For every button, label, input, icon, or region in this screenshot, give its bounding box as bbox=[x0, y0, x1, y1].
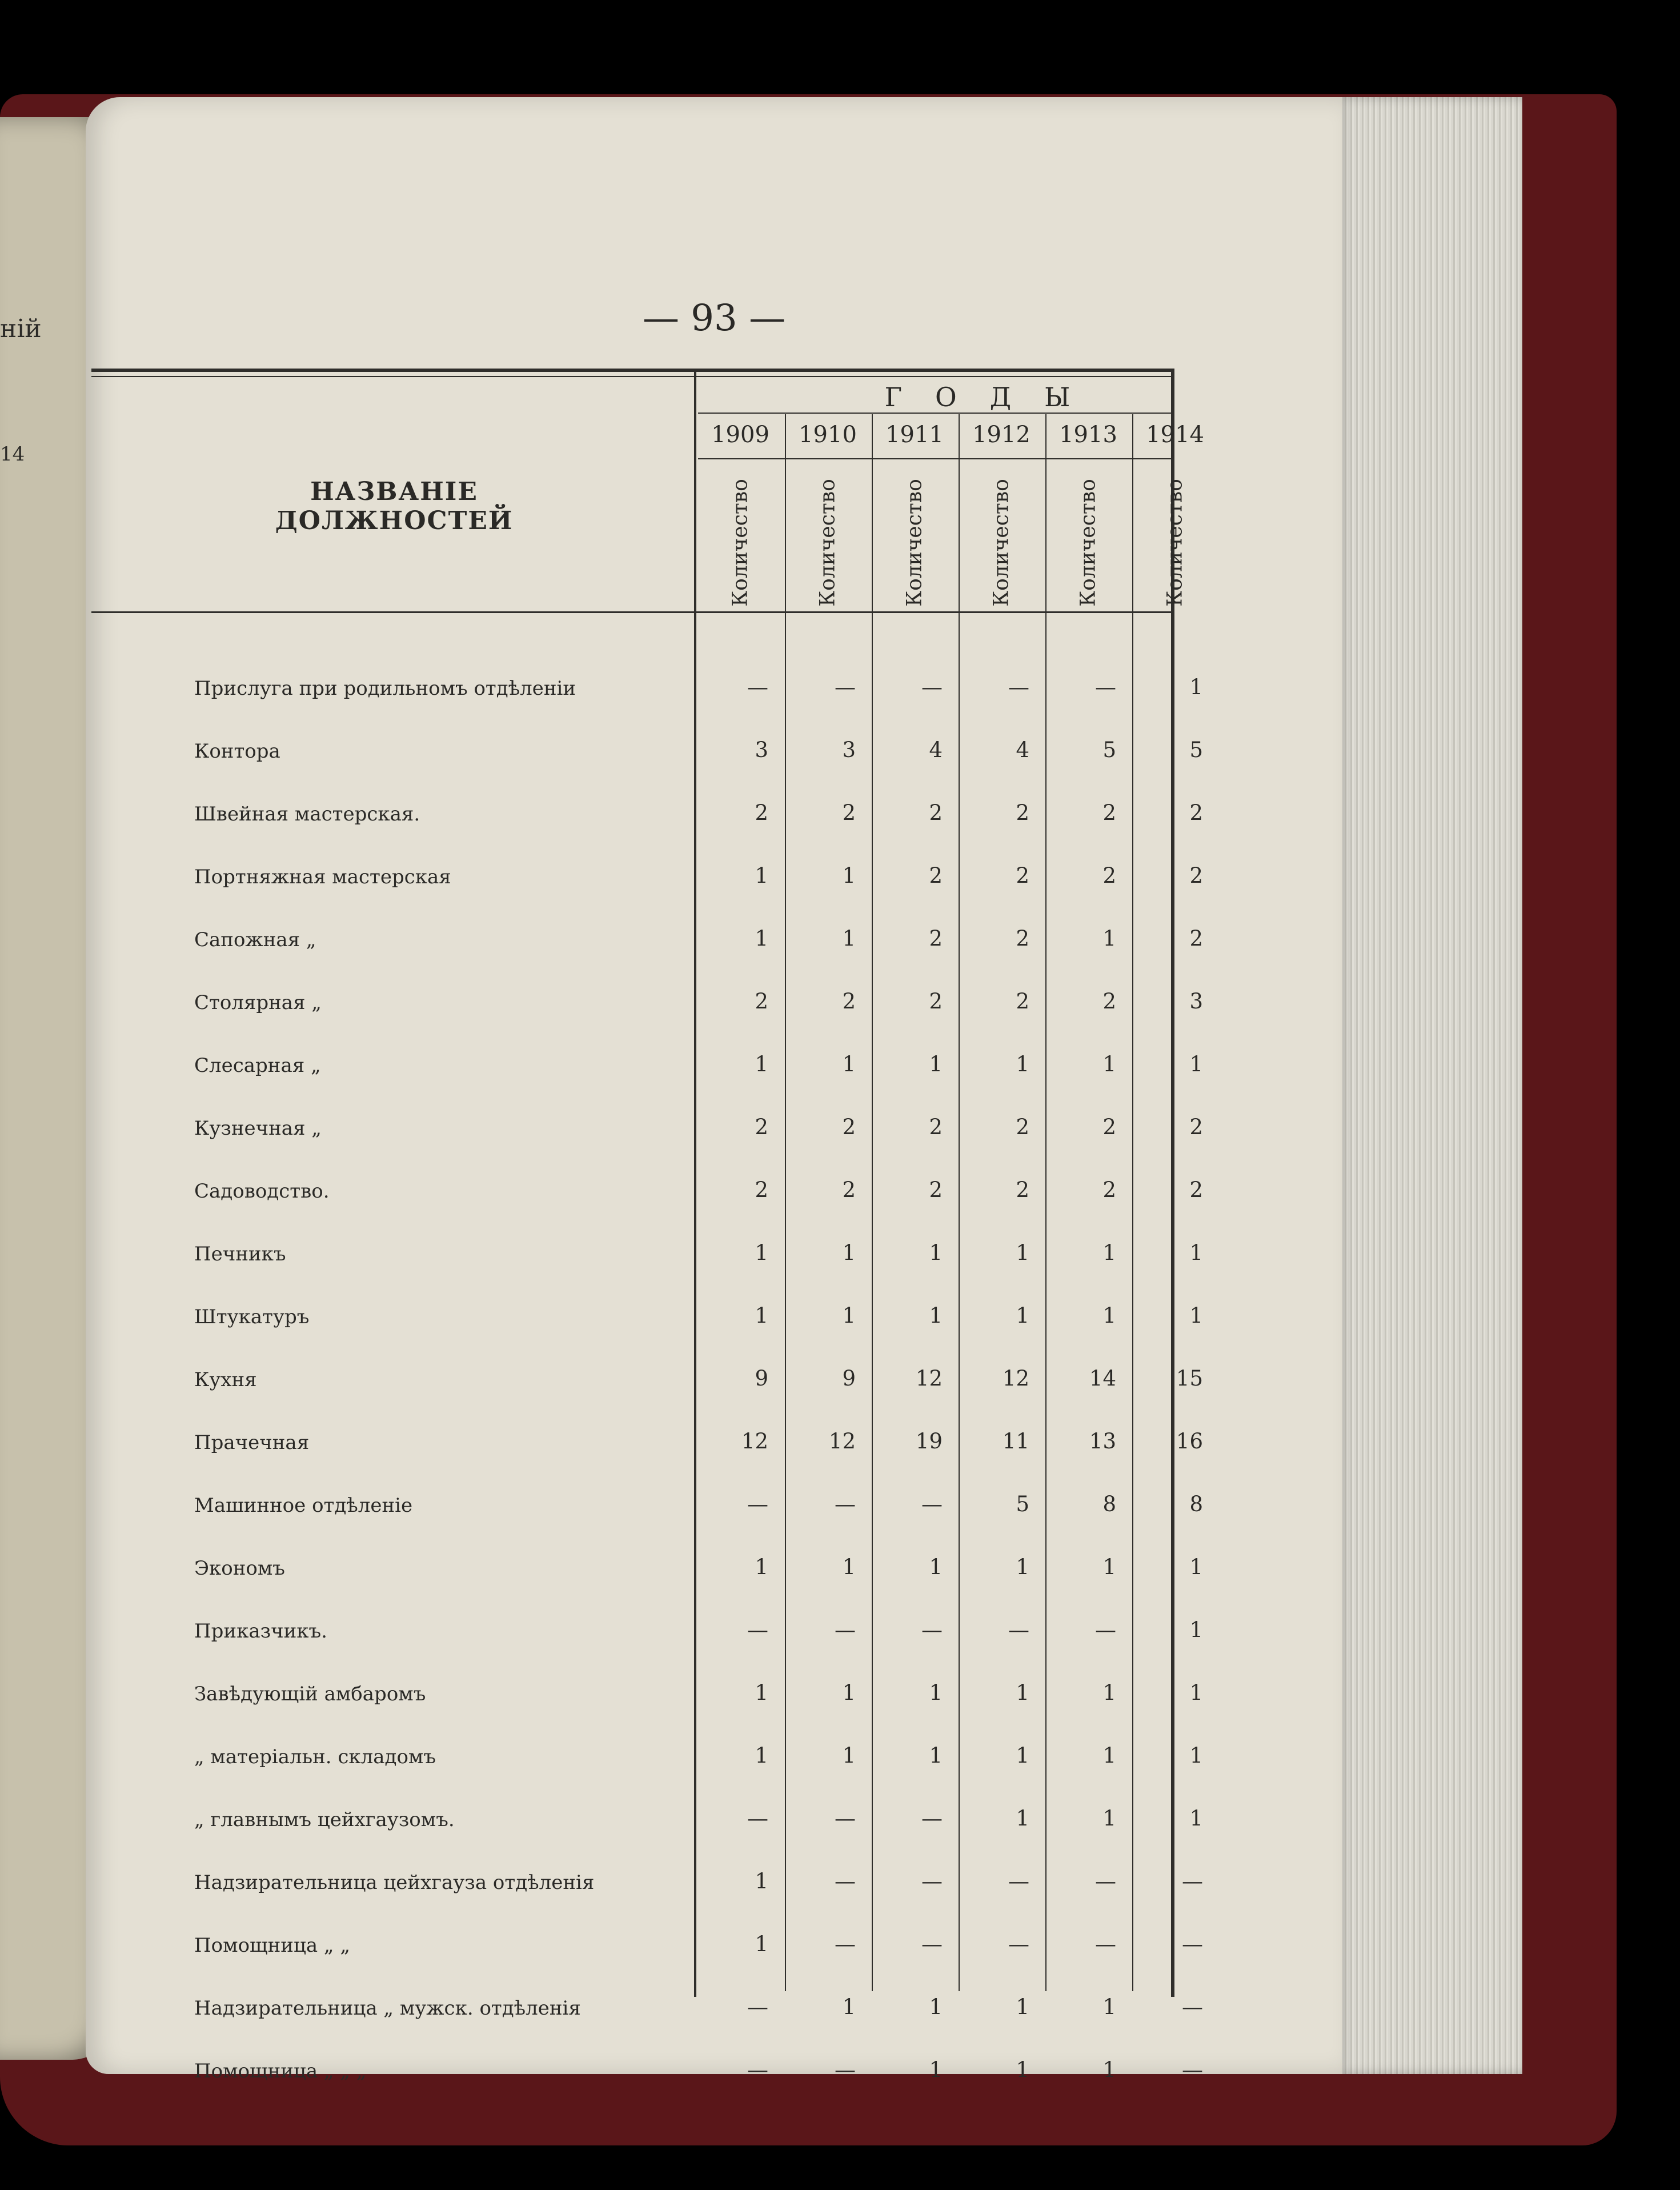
table-cell: 14 bbox=[1089, 1366, 1116, 1391]
table-cell: — bbox=[835, 675, 856, 699]
table-cell: 1 bbox=[1016, 1555, 1029, 1579]
table-cell: 1 bbox=[842, 1743, 856, 1768]
table-cell: 2 bbox=[1016, 800, 1029, 825]
table-cell: 2 bbox=[1102, 1178, 1116, 1202]
table-cell: — bbox=[921, 1806, 943, 1831]
table-row-label: Сапожная „ bbox=[194, 928, 316, 951]
column-divider bbox=[1045, 414, 1047, 1991]
table-cell: 1 bbox=[1189, 675, 1203, 699]
table-row-label: Кузнечная „ bbox=[194, 1117, 322, 1140]
table-cell: 2 bbox=[842, 989, 856, 1014]
table-top-rule bbox=[91, 369, 1174, 372]
table-cell: 1 bbox=[842, 1240, 856, 1265]
table-cell: 2 bbox=[1189, 1115, 1203, 1139]
table-cell: — bbox=[1182, 1995, 1203, 2019]
year-header-1913: 1913 bbox=[1059, 422, 1117, 448]
table-cell: 5 bbox=[1016, 1492, 1029, 1516]
year-header-1909: 1909 bbox=[711, 422, 769, 448]
table-cell: 1 bbox=[755, 1555, 768, 1579]
table-row-label: Прислуга при родильномъ отдѣленіи bbox=[194, 677, 576, 700]
page-stack-edge bbox=[1337, 97, 1522, 2074]
table-cell: 4 bbox=[929, 738, 943, 762]
table-cell: — bbox=[835, 1869, 856, 1893]
column-header-quantity bbox=[1132, 474, 1218, 611]
table-row-label: Садоводство. bbox=[194, 1180, 330, 1203]
table-cell: 1 bbox=[755, 863, 768, 888]
column-header-quantity bbox=[959, 474, 1044, 611]
table-cell: 8 bbox=[1102, 1492, 1116, 1516]
table-cell: 1 bbox=[929, 1680, 943, 1705]
table-cell: — bbox=[1095, 675, 1116, 699]
table-cell: — bbox=[921, 1618, 943, 1642]
table-cell: — bbox=[921, 675, 943, 699]
table-row-label: Машинное отдѣленіе bbox=[194, 1494, 413, 1517]
table-cell: — bbox=[835, 2057, 856, 2082]
table-cell: — bbox=[747, 1492, 768, 1516]
table-cell: 2 bbox=[929, 863, 943, 888]
table-row-label: Кухня bbox=[194, 1368, 257, 1391]
column-header-quantity bbox=[697, 474, 783, 611]
table-cell: 1 bbox=[842, 1680, 856, 1705]
table-cell: 1 bbox=[1102, 1680, 1116, 1705]
table-cell: 2 bbox=[1102, 800, 1116, 825]
table-cell: — bbox=[747, 1806, 768, 1831]
table-row-label: Экономъ bbox=[194, 1557, 285, 1580]
table-cell: 9 bbox=[842, 1366, 856, 1391]
table-cell: — bbox=[1008, 1869, 1029, 1893]
table-cell: 5 bbox=[1102, 738, 1116, 762]
table-cell: 1 bbox=[1102, 1555, 1116, 1579]
table-cell: 2 bbox=[1102, 1115, 1116, 1139]
table-cell: — bbox=[747, 675, 768, 699]
table-cell: 2 bbox=[755, 989, 768, 1014]
table-cell: 2 bbox=[929, 989, 943, 1014]
table-row-label: Помощница „ „ bbox=[194, 1934, 350, 1957]
table-cell: 1 bbox=[755, 1869, 768, 1893]
table-cell: 1 bbox=[755, 1932, 768, 1956]
page-number: — 93 — bbox=[642, 297, 786, 339]
table-cell: 2 bbox=[1189, 800, 1203, 825]
table-row-label: Помощница „ „ „ bbox=[194, 2060, 367, 2083]
table-cell: 1 bbox=[1102, 2057, 1116, 2082]
table-row-label: Завѣдующій амбаромъ bbox=[194, 1683, 426, 1705]
table-cell: — bbox=[835, 1618, 856, 1642]
table-cell: 1 bbox=[1189, 1240, 1203, 1265]
table-cell: 15 bbox=[1176, 1366, 1203, 1391]
table-row-label: Контора bbox=[194, 740, 280, 763]
table-cell: 2 bbox=[842, 1178, 856, 1202]
table-cell: 2 bbox=[1016, 1115, 1029, 1139]
table-cell: 1 bbox=[1016, 1995, 1029, 2019]
year-header-1912: 1912 bbox=[972, 422, 1031, 448]
table-cell: 8 bbox=[1189, 1492, 1203, 1516]
table-cell: 1 bbox=[929, 1240, 943, 1265]
table-row-label: Прачечная bbox=[194, 1431, 310, 1454]
table-cell: 2 bbox=[929, 1115, 943, 1139]
table-cell: 1 bbox=[842, 1995, 856, 2019]
table-cell: 2 bbox=[842, 1115, 856, 1139]
table-cell: 1 bbox=[1016, 1743, 1029, 1768]
table-cell: 1 bbox=[1016, 1052, 1029, 1076]
table-cell: 4 bbox=[1016, 738, 1029, 762]
table-cell: 2 bbox=[1016, 926, 1029, 951]
table-cell: 1 bbox=[1189, 1743, 1203, 1768]
column-header-quantity-text: Количество bbox=[989, 479, 1013, 607]
table-cell: 2 bbox=[842, 800, 856, 825]
table-cell: 1 bbox=[755, 1052, 768, 1076]
table-cell: — bbox=[1008, 675, 1029, 699]
table-cell: 2 bbox=[929, 926, 943, 951]
table-cell: 1 bbox=[755, 1680, 768, 1705]
table-cell: 2 bbox=[929, 800, 943, 825]
column-header-quantity bbox=[785, 474, 871, 611]
table-cell: — bbox=[835, 1806, 856, 1831]
left-page-header-fragment: ній bbox=[0, 314, 42, 343]
table-cell: — bbox=[747, 1995, 768, 2019]
table-cell: 12 bbox=[828, 1429, 856, 1454]
table-cell: 1 bbox=[1102, 1303, 1116, 1328]
years-rule bbox=[698, 413, 1172, 414]
table-cell: 1 bbox=[1016, 2057, 1029, 2082]
table-cell: 1 bbox=[1189, 1052, 1203, 1076]
column-divider bbox=[1132, 414, 1133, 1991]
table-cell: 1 bbox=[1102, 1806, 1116, 1831]
table-cell: 1 bbox=[929, 1743, 943, 1768]
table-cell: 1 bbox=[1102, 1995, 1116, 2019]
table-cell: 2 bbox=[1102, 989, 1116, 1014]
table-cell: 1 bbox=[1016, 1240, 1029, 1265]
table-cell: 1 bbox=[929, 1995, 943, 2019]
table-cell: 2 bbox=[929, 1178, 943, 1202]
table-cell: 16 bbox=[1176, 1429, 1203, 1454]
table-cell: 2 bbox=[1016, 1178, 1029, 1202]
table-row-label: Надзирательница цейхгауза отдѣленія bbox=[194, 1871, 595, 1894]
year-header-1911: 1911 bbox=[885, 422, 944, 448]
table-cell: 1 bbox=[929, 1555, 943, 1579]
table-cell: 1 bbox=[755, 926, 768, 951]
table-cell: — bbox=[1095, 1869, 1116, 1893]
table-cell: — bbox=[921, 1932, 943, 1956]
table-cell: 1 bbox=[755, 1240, 768, 1265]
table-row-label: Портняжная мастерская bbox=[194, 866, 451, 888]
table-cell: 12 bbox=[741, 1429, 768, 1454]
table-cell: — bbox=[1095, 1618, 1116, 1642]
column-header-quantity bbox=[1045, 474, 1131, 611]
column-divider bbox=[785, 414, 786, 1991]
table-cell: 2 bbox=[1016, 989, 1029, 1014]
table-cell: 1 bbox=[842, 1052, 856, 1076]
year-row-rule bbox=[698, 458, 1172, 459]
column-divider bbox=[872, 414, 873, 1991]
table-cell: 1 bbox=[1102, 1052, 1116, 1076]
table-cell: 1 bbox=[1189, 1555, 1203, 1579]
table-cell: — bbox=[747, 1618, 768, 1642]
table-cell: 1 bbox=[1189, 1806, 1203, 1831]
table-cell: 9 bbox=[755, 1366, 768, 1391]
table-cell: 2 bbox=[1189, 926, 1203, 951]
header-bottom-rule bbox=[91, 611, 1174, 613]
table-cell: — bbox=[835, 1932, 856, 1956]
left-page-year-fragment: 14 bbox=[0, 443, 25, 466]
table-cell: 1 bbox=[755, 1743, 768, 1768]
table-cell: — bbox=[835, 1492, 856, 1516]
table-cell: 1 bbox=[755, 1303, 768, 1328]
table-row-label: Слесарная „ bbox=[194, 1054, 321, 1077]
table-cell: 1 bbox=[1189, 1303, 1203, 1328]
table-row-label: Приказчикъ. bbox=[194, 1620, 327, 1643]
table-cell: 2 bbox=[1016, 863, 1029, 888]
table-cell: 1 bbox=[1016, 1806, 1029, 1831]
table-cell: 1 bbox=[842, 926, 856, 951]
table-row-label: Столярная „ bbox=[194, 991, 322, 1014]
column-header-quantity-text: Количество bbox=[1163, 479, 1187, 607]
table-cell: — bbox=[1182, 1869, 1203, 1893]
table-cell: 5 bbox=[1189, 738, 1203, 762]
table-cell: 1 bbox=[1102, 926, 1116, 951]
table-cell: 1 bbox=[842, 1555, 856, 1579]
table-cell: 1 bbox=[1189, 1618, 1203, 1642]
table-cell: 3 bbox=[842, 738, 856, 762]
table-cell: 3 bbox=[1189, 989, 1203, 1014]
table-cell: — bbox=[1182, 2057, 1203, 2082]
table-cell: — bbox=[921, 1492, 943, 1516]
table-cell: 1 bbox=[1016, 1680, 1029, 1705]
table-cell: 11 bbox=[1002, 1429, 1029, 1454]
table-cell: — bbox=[1095, 1932, 1116, 1956]
table-cell: 2 bbox=[1189, 863, 1203, 888]
year-header-1910: 1910 bbox=[799, 422, 857, 448]
table-cell: 1 bbox=[1189, 1680, 1203, 1705]
column-header-quantity-text: Количество bbox=[816, 479, 840, 607]
table-cell: 1 bbox=[842, 863, 856, 888]
table-cell: 2 bbox=[755, 800, 768, 825]
years-label: ГОДЫ bbox=[884, 382, 1104, 413]
table-row-label: Швейная мастерская. bbox=[194, 803, 420, 826]
table-cell: 1 bbox=[842, 1303, 856, 1328]
table-row-label: Печникъ bbox=[194, 1243, 286, 1266]
table-cell: 12 bbox=[1002, 1366, 1029, 1391]
table-cell: — bbox=[1182, 1932, 1203, 1956]
table-row-label: „ главнымъ цейхгаузомъ. bbox=[194, 1808, 455, 1831]
table-cell: 12 bbox=[915, 1366, 943, 1391]
table-cell: 1 bbox=[1102, 1240, 1116, 1265]
table-cell: 19 bbox=[915, 1429, 943, 1454]
year-header-1914: 1914 bbox=[1146, 422, 1204, 448]
table-cell: — bbox=[1008, 1932, 1029, 1956]
column-header-quantity-text: Количество bbox=[1076, 479, 1100, 607]
table-cell: — bbox=[1008, 1618, 1029, 1642]
table-row-label: „ матеріальн. складомъ bbox=[194, 1745, 436, 1768]
table-cell: 1 bbox=[929, 1303, 943, 1328]
column-header-quantity-text: Количество bbox=[728, 479, 752, 607]
table-cell: 2 bbox=[1102, 863, 1116, 888]
table-row-label: Штукатуръ bbox=[194, 1306, 310, 1328]
table-cell: 13 bbox=[1089, 1429, 1116, 1454]
table-top-rule-thin bbox=[91, 376, 1174, 377]
table-cell: 1 bbox=[929, 1052, 943, 1076]
table-cell: 1 bbox=[1016, 1303, 1029, 1328]
table-row-label: Надзирательница „ мужск. отдѣленія bbox=[194, 1997, 581, 2020]
table-cell: 3 bbox=[755, 738, 768, 762]
column-header-quantity bbox=[872, 474, 957, 611]
table-title: НАЗВАНІЕ ДОЛЖНОСТЕЙ bbox=[275, 477, 514, 535]
column-header-quantity-text: Количество bbox=[903, 479, 927, 607]
table-cell: 2 bbox=[755, 1178, 768, 1202]
table-cell: 1 bbox=[1102, 1743, 1116, 1768]
table-cell: 2 bbox=[755, 1115, 768, 1139]
table-cell: 1 bbox=[929, 2057, 943, 2082]
table-cell: — bbox=[921, 1869, 943, 1893]
table-cell: 2 bbox=[1189, 1178, 1203, 1202]
column-divider bbox=[959, 414, 960, 1991]
table-cell: — bbox=[747, 2057, 768, 2082]
right-page bbox=[86, 97, 1342, 2083]
